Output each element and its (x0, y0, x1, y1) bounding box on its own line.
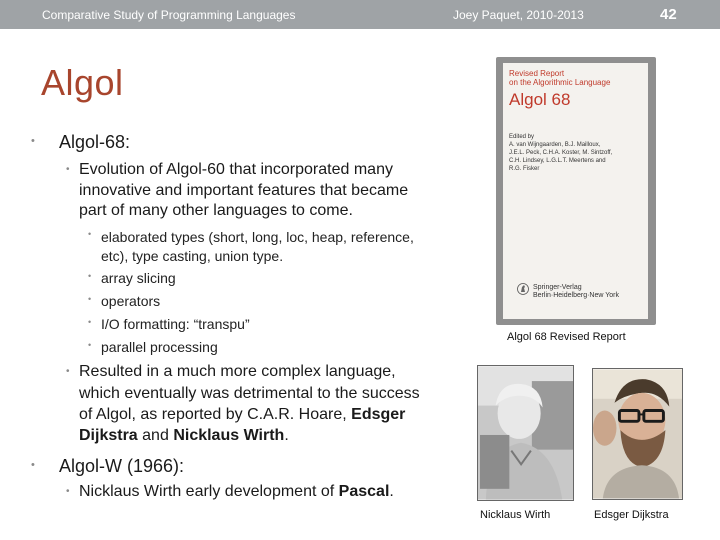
book-editors-line: A. van Wijngaarden, B.J. Mailloux, (509, 142, 601, 148)
evolution-line-3: part of many other languages to come. (79, 202, 353, 219)
algolw-subitem-text: Nicklaus Wirth early development of (79, 483, 335, 500)
course-title: Comparative Study of Programming Languages (42, 8, 296, 22)
algol68-heading: Algol-68: (59, 132, 131, 152)
resulted-line-1: Resulted in a much more complex language, (79, 363, 396, 380)
book-publisher-line: Springer-Verlag (533, 284, 582, 291)
slide-title: Algol (41, 62, 124, 103)
name-pascal: Pascal (338, 483, 390, 500)
bullet-icon: • (88, 229, 92, 239)
feature-array-slicing: array slicing (101, 270, 176, 286)
bullet-icon: • (31, 135, 35, 147)
resulted-line-3 (79, 405, 405, 426)
algolw-subitem (79, 482, 394, 503)
feature-parallel: parallel processing (101, 339, 218, 355)
bullet-icon: • (88, 340, 92, 350)
resulted-period: . (284, 427, 289, 444)
resulted-line-3-text: of Algol, as reported by C.A.R. Hoare, (79, 406, 347, 423)
feature-types-line-1: elaborated types (short, long, loc, heap, reference, (101, 229, 414, 245)
feature-operators: operators (101, 293, 161, 309)
bullet-icon: • (88, 317, 92, 327)
bullet-icon: • (66, 366, 70, 377)
resulted-and: and (142, 427, 169, 444)
book-editors (509, 133, 641, 173)
algolw-heading: Algol-W (1966): (59, 456, 185, 476)
dijkstra-caption: Edsger Dijkstra (594, 509, 669, 521)
slide-number: 42 (660, 6, 677, 23)
book-editors-line: Edited by (509, 134, 535, 140)
resulted-line-4 (79, 426, 289, 447)
feature-io-formatting: I/O formatting: “transpu” (101, 316, 250, 332)
bullet-icon: • (66, 164, 70, 175)
algol68-book-cover (496, 57, 656, 325)
bullet-icon: • (88, 271, 92, 281)
book-caption: Algol 68 Revised Report (507, 331, 626, 343)
springer-knight-icon (517, 281, 529, 297)
book-editors-line: R.G. Fisker (509, 166, 540, 172)
book-editors-line: C.H. Lindsey, L.G.L.T. Meertens and (509, 158, 606, 164)
book-title: Algol 68 (509, 90, 571, 109)
book-publisher-line: Berlin·Heidelberg·New York (533, 292, 619, 299)
bullet-icon: • (88, 294, 92, 304)
name-edsger: Edsger (351, 406, 406, 423)
bullet-icon: • (66, 486, 70, 497)
evolution-line-1: Evolution of Algol-60 that incorporated many (79, 161, 393, 178)
slide-header (0, 0, 720, 29)
book-subtitle (509, 69, 639, 87)
author-credit: Joey Paquet, 2010-2013 (453, 8, 584, 22)
book-editors-line: J.E.L. Peck, C.H.A. Koster, M. Sintzoff, (509, 150, 613, 156)
resulted-line-2: which eventually was detrimental to the success (79, 385, 420, 402)
bullet-icon: • (31, 459, 35, 471)
wirth-caption: Nicklaus Wirth (480, 509, 551, 521)
book-subtitle-line-2: on the Algorithmic Language (509, 78, 611, 87)
nicklaus-wirth-photo (477, 365, 574, 501)
book-publisher (533, 284, 643, 300)
feature-types-line-2: etc), type casting, union type. (101, 248, 284, 264)
name-wirth: Nicklaus Wirth (173, 427, 285, 444)
name-dijkstra: Dijkstra (79, 427, 138, 444)
book-cover-face (503, 63, 648, 319)
edsger-dijkstra-photo (592, 368, 683, 500)
pascal-period: . (389, 483, 394, 500)
evolution-line-2: innovative and important features that became (79, 181, 409, 199)
book-subtitle-line-1: Revised Report (509, 69, 565, 78)
